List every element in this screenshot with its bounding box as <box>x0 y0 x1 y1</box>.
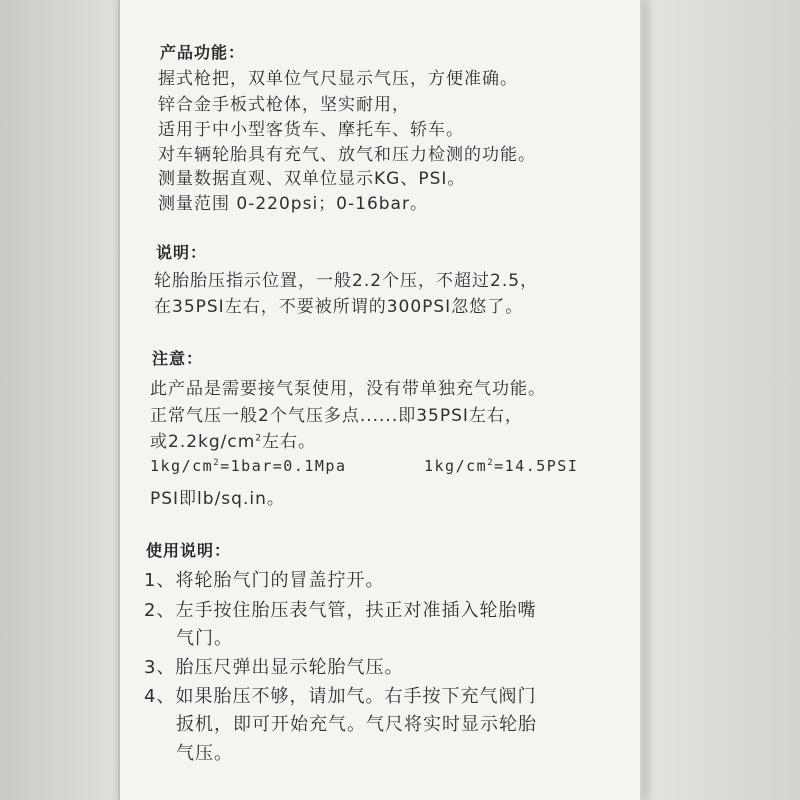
usage-step-continued: 气压。 <box>176 743 233 764</box>
formula2-pre: 1kg/cm <box>424 457 488 475</box>
usage-step-continued: 扳机，即可开始充气。气尺将实时显示轮胎 <box>176 714 537 735</box>
conversion-formula-1 <box>150 457 346 475</box>
usage-heading: 使用说明： <box>146 541 232 560</box>
usage-step: 2、左手按住胎压表气管，扶正对准插入轮胎嘴 <box>144 600 537 621</box>
product-features-line: 握式枪把，双单位气尺显示气压，方便准确。 <box>158 69 518 89</box>
background-right <box>650 0 800 800</box>
superscript: 2 <box>255 433 263 444</box>
conversion-formula-2 <box>424 457 578 475</box>
background-left <box>0 0 120 800</box>
explanation-line: 在35PSI左右，不要被所谓的300PSI忽悠了。 <box>154 297 524 317</box>
usage-step-continued: 气门。 <box>176 628 233 649</box>
notice-line <box>150 427 316 452</box>
product-features-heading: 产品功能： <box>160 43 246 62</box>
notice-line: 正常气压一般2个气压多点......即35PSI左右， <box>150 406 523 426</box>
product-features-line: 测量数据直观、双单位显示KG、PSI。 <box>158 169 466 189</box>
usage-step: 4、如果胎压不够，请加气。右手按下充气阀门 <box>144 686 537 707</box>
superscript: 2 <box>213 458 221 468</box>
formula2-post: =14.5PSI <box>494 457 579 475</box>
psi-definition: PSI即lb/sq.in。 <box>150 489 285 509</box>
notice-line3-post: 左右。 <box>262 432 317 452</box>
superscript: 2 <box>487 458 495 468</box>
formula1-pre: 1kg/cm <box>150 457 214 475</box>
usage-step: 3、胎压尺弹出显示轮胎气压。 <box>144 657 404 678</box>
product-features-line: 锌合金手板式枪体，坚实耐用， <box>158 95 410 115</box>
product-features-line: 测量范围 0-220psi；0-16bar。 <box>158 194 428 214</box>
notice-heading: 注意： <box>152 349 204 368</box>
notice-line3-pre: 或2.2kg/cm <box>150 432 256 452</box>
product-features-line: 适用于中小型客货车、摩托车、轿车。 <box>158 120 464 140</box>
product-features-line: 对车辆轮胎具有充气、放气和压力检测的功能。 <box>158 145 536 165</box>
formula1-post: =1bar=0.1Mpa <box>220 457 347 475</box>
usage-step: 1、将轮胎气门的冒盖拧开。 <box>144 570 385 591</box>
notice-line: 此产品是需要接气泵使用，没有带单独充气功能。 <box>150 379 546 399</box>
explanation-heading: 说明： <box>156 243 208 262</box>
explanation-line: 轮胎胎压指示位置，一般2.2个压，不超过2.5， <box>154 271 539 291</box>
